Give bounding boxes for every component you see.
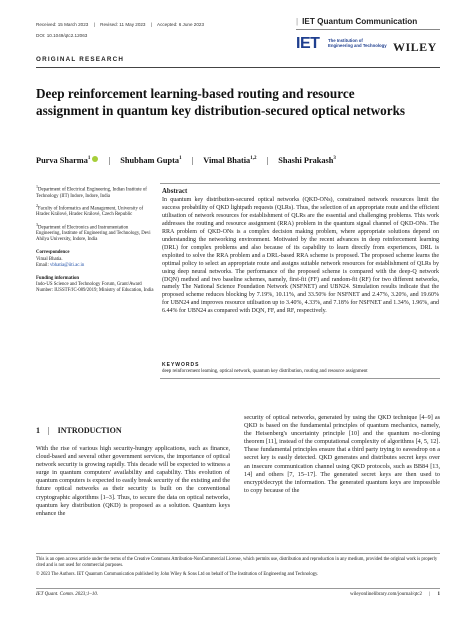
iet-text-line2: Engineering and Technology — [328, 43, 387, 49]
abstract-heading: Abstract — [162, 188, 188, 195]
iet-logo-mark: IET — [296, 35, 320, 52]
section-1-number: 1 — [36, 426, 40, 435]
keywords-text: deep reinforcement learning, optical network, quantum key distribution, routing and resource assignment — [162, 369, 368, 374]
section-1-heading: 1 | INTRODUCTION — [36, 426, 122, 435]
author-3[interactable]: Vimal Bhatia — [203, 156, 251, 165]
correspondence-email-line: Email: vbhatia@iiti.ac.in — [36, 262, 85, 268]
page-number: 1 — [437, 592, 440, 597]
license-note: This is an open access article under the terms of the Creative Commons Attribution-NonCommercial License, which permits use, distribution and reproduction in any medium, provided the original work is properly cited and is not used for commercial purposes. — [36, 557, 438, 568]
author-1[interactable]: Purva Sharma — [36, 156, 88, 165]
revised-date: Revised: 11 May 2023 — [100, 22, 146, 27]
submission-dates: Received: 15 March 2023 | Revised: 11 May 2023 | Accepted: 6 June 2023 — [36, 22, 205, 27]
intro-right-column: security of optical networks, generated by using the QKD technique [4–9] as QKD is based on the fundamental principles of quantum mechanics, namely, the Heisenberg's uncertainty principle [10] and the quantum no-cloning theorem [11], instead of the computational complexity of algorithms [4, 5, 12]. These fundamental principles ensure that a third party trying to eavesdrop on a secret key is easily detected. QKD generates and distributes secret keys over an insecure communication channel using QKD protocols, such as BB84 [13, 14] and others [7, 15–17]. The generated secret keys are then used to encrypt/decrypt the information. The generated quantum keys are impossible to copy because of the — [244, 414, 440, 494]
funding-heading: Funding information — [36, 275, 80, 281]
article-title: Deep reinforcement learning-based routing and resource assignment in quantum key distribution-secured optical networks — [36, 86, 406, 118]
author-4[interactable]: Shashi Prakash — [278, 156, 334, 165]
affiliation-3: $^3$Department of Electronics and Instrumentation Engineering, Institute of Engineering and Technology, Devi Ahilya University, Indore, India — [36, 221, 151, 243]
section-1-title: INTRODUCTION — [57, 426, 122, 435]
orcid-icon[interactable] — [92, 156, 98, 162]
copyright-note: © 2023 The Authors. IET Quantum Communication published by John Wiley & Sons Ltd on behalf of The Institution of Engineering and Technology. — [36, 572, 319, 577]
wiley-logo: WILEY — [393, 40, 437, 54]
section-label: ORIGINAL RESEARCH — [36, 56, 125, 63]
correspondence-heading: Correspondence — [36, 250, 70, 256]
correspondence-email-link[interactable]: vbhatia@iiti.ac.in — [50, 262, 85, 268]
received-date: Received: 15 March 2023 — [36, 22, 89, 27]
keywords-heading: KEYWORDS — [162, 362, 200, 368]
journal-url-link[interactable]: wileyonlinelibrary.com/journal/qtc2 — [349, 592, 422, 597]
affiliation-1: $^1$Department of Electrical Engineering, Indian Institute of Technology (IIT) Indore, Indore, India — [36, 184, 147, 199]
journal-url: wileyonlinelibrary.com/journal/qtc2 | 1 — [349, 592, 440, 597]
author-2[interactable]: Shubham Gupta — [120, 156, 180, 165]
abstract-text: In quantum key distribution-secured optical networks (QKD-ONs), constrained network resources limit the success probability of QKD lightpath requests (QLRs). Thus, the selection of an appropriate route and the efficient utilisation of network resources for establishment of QLRs are the essential and challenging problems. This work addresses the routing and resource assignment (RRA) problem in the quantum signal channel of QKD-ONs. The RRA problem of QKD-ONs is a complex decision making problem, where appropriate solutions depend on understanding the networking environment. Motivated by the recent advances in deep reinforcement learning (DRL) for complex problems and also because of its capability to learn directly from experiences, DRL is exploited to solve the RRA problem and a DRL-based RRA scheme is proposed. The proposed scheme learns the optimal policy to select an appropriate route and assigns suitable network resources for establishment of QLRs by using deep neural networks. The performance of the proposed scheme is compared with the deep-Q network (DQN) method and two baseline schemes, namely, first-fit (FF) and random-fit (RF) for two different networks, namely The National Science Foundation Network (NSFNET) and UBN24. Simulation results indicate that the proposed scheme reduces blocking by 7.19%, 10.11%, and 33.50% for NSFNET and 2.47%, 3.20%, and 19.60% for UBN24 and improves resource utilisation up to 3.40%, 4.33%, and 7.18% for NSFNET and 1.34%, 1.96%, and 6.44% for UBN24 as compared with DQN, FF, and RF, respectively. — [162, 197, 439, 315]
affiliations — [36, 184, 154, 294]
correspondence-name: Vimal Bhatia. — [36, 256, 63, 262]
intro-left-column: With the rise of various high security-hungry applications, such as finance, cloud-based and several other government services, the importance of optical network security is growing rapidly. This decade will be expected to witness a surge in quantum computers' availability and capability. This evolution of quantum computers is expected to easily break security of the existing and the future optical networks as their security is built on the conventional cryptographic algorithms [1–3]. Thus, to secure the data on optical networks, quantum key distribution (QKD) is proposed as a solution. Quantum keys enhance the — [36, 445, 230, 517]
affiliation-2: $^2$Faculty of Informatics and Management, University of Hradec Králové, Hradec Králové, Czech Republic — [36, 202, 144, 218]
accepted-date: Accepted: 6 June 2023 — [157, 22, 205, 27]
doi[interactable]: DOI: 10.1049/qtc2.12063 — [36, 33, 88, 38]
funding-text: Indo-US Science and Technology Forum, Grant/Award Number: IUSSTF/JC-089/2019; Ministry of Education, India — [36, 281, 154, 293]
author-list: Purva Sharma$^1$ | Shubham Gupta$^1$ | Vimal Bhatia$^{1,2}$ | Shashi Prakash$^3$ — [36, 156, 336, 165]
journal-name: | IET Quantum Communication — [296, 17, 418, 26]
journal-citation: IET Quant. Comm. 2023;1–10. — [36, 592, 99, 597]
iet-text-line1: The Institution of — [328, 38, 363, 43]
